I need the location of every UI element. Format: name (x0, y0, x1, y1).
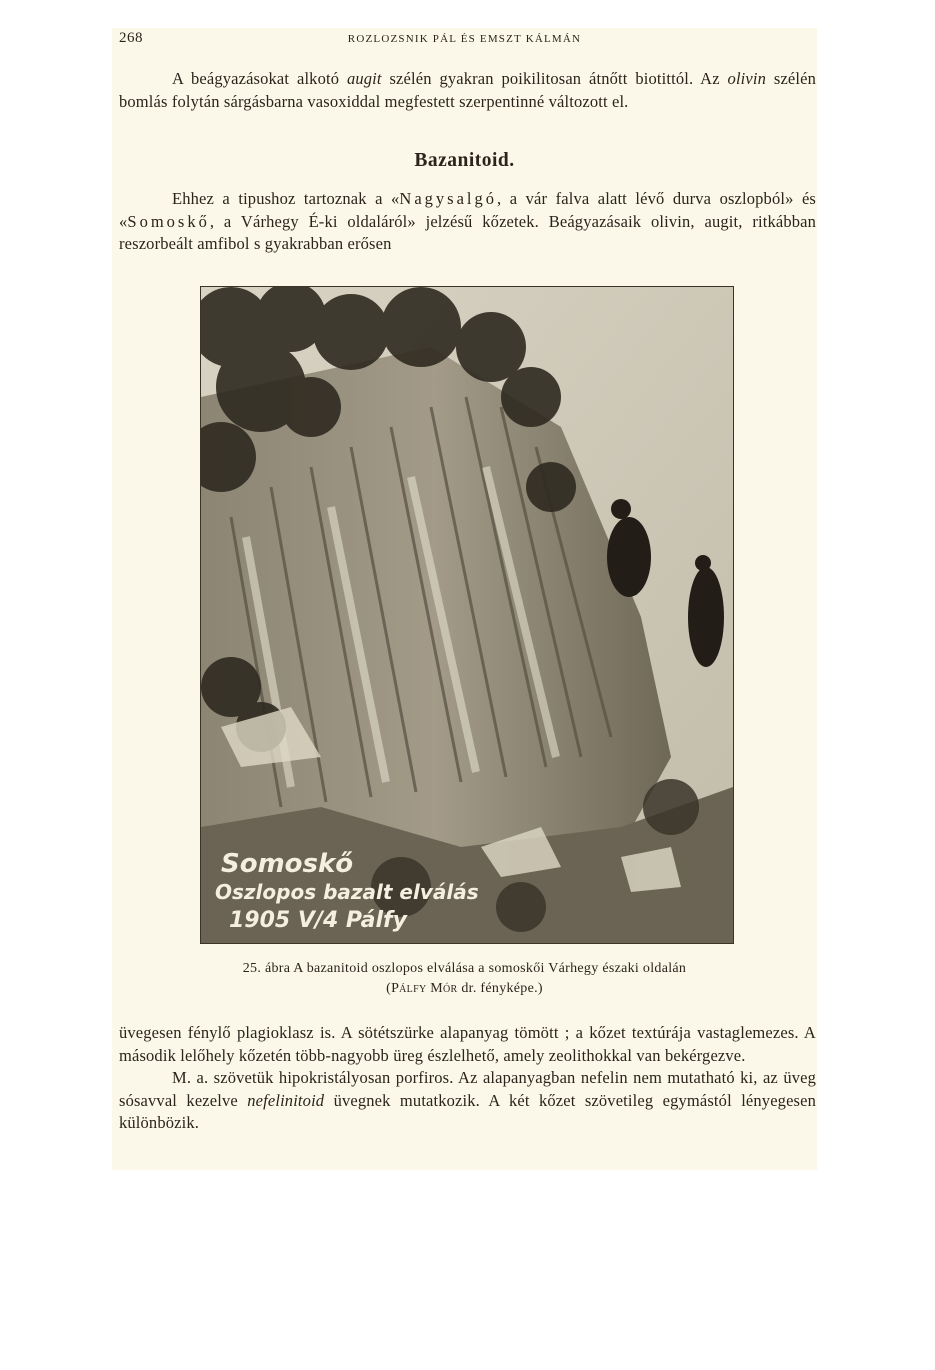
handwriting-line-1: Somoskő (221, 849, 354, 879)
paragraph-1 (119, 68, 816, 113)
place-nagysalgo: Nagysalgó (399, 189, 497, 208)
handwriting-line-2: Oszlopos bazalt elválás (215, 880, 479, 904)
figure-caption (112, 959, 817, 999)
paragraph-2 (119, 188, 816, 256)
running-head: ROZLOZSNIK PÁL ÉS EMSZT KÁLMÁN (347, 33, 582, 45)
place-somosko: Somoskő (127, 211, 210, 231)
figure-photo-basalt-columns (200, 286, 734, 944)
caption-open-paren: ( (386, 981, 392, 996)
page (112, 28, 817, 1170)
paragraph-2-text-a: Ehhez a tipushoz tartoznak a « (172, 189, 400, 208)
caption-photographer: Pálfy Mór (391, 981, 458, 996)
paragraph-1-text-a: A beágyazásokat alkotó (172, 69, 347, 88)
paragraph-1-text-b: szélén gyakran poikilitosan átnőtt biotittól. Az (381, 69, 728, 88)
paragraph-3 (119, 1022, 816, 1135)
term-augit: augit (346, 69, 382, 88)
paragraph-1-text-c: szélén bomlás folytán sárgásbarna vasoxiddal megfestett szerpentinné változott el. (119, 69, 816, 111)
section-heading: Bazanitoid. (414, 150, 515, 171)
caption-line-1: 25. ábra A bazanitoid oszlopos elválása a somoskői Várhegy északi oldalán (242, 961, 687, 976)
term-olivin: olivin (727, 69, 767, 88)
paragraph-3-text-b: üvegnek mutatkozik. A két kőzet szövetileg egymástól lényegesen különbözik. (119, 1090, 816, 1133)
paragraph-3-second (119, 1067, 816, 1135)
photo-illustration (201, 287, 733, 943)
paragraph-2-text-b: , a vár falva alatt lévő durva oszlopból» és « (119, 189, 816, 231)
paragraph-3-first: üvegesen fénylő plagioklasz is. A sötétszürke alapanyag tömött ; a kőzet textúrája vastaglemezes. A második lelőhely kőzetén több-nagyobb üreg észlelhető, amely zeolithokkal van bekérgezve. (119, 1023, 816, 1065)
paragraph-3-text-a: M. a. szövetük hipokristályosan porfiros. Az alapanyagban nefelin nem mutatható ki, az üveg sósavval kezelve (119, 1068, 816, 1110)
caption-line-2 (112, 979, 817, 999)
handwriting-line-3: 1905 V/4 Pálfy (229, 908, 407, 933)
paragraph-2-text-c: , a Várhegy É-ki oldaláról» jelzésű kőzetek. Beágyazásaik olivin, augit, ritkábban reszorbeált amfibol s gyakrabban erősen (119, 211, 816, 254)
term-nefelinitoid: nefelinitoid (247, 1090, 325, 1110)
page-number: 268 (119, 30, 143, 46)
page-header (112, 30, 817, 50)
caption-rest: dr. fényképe.) (457, 981, 543, 996)
